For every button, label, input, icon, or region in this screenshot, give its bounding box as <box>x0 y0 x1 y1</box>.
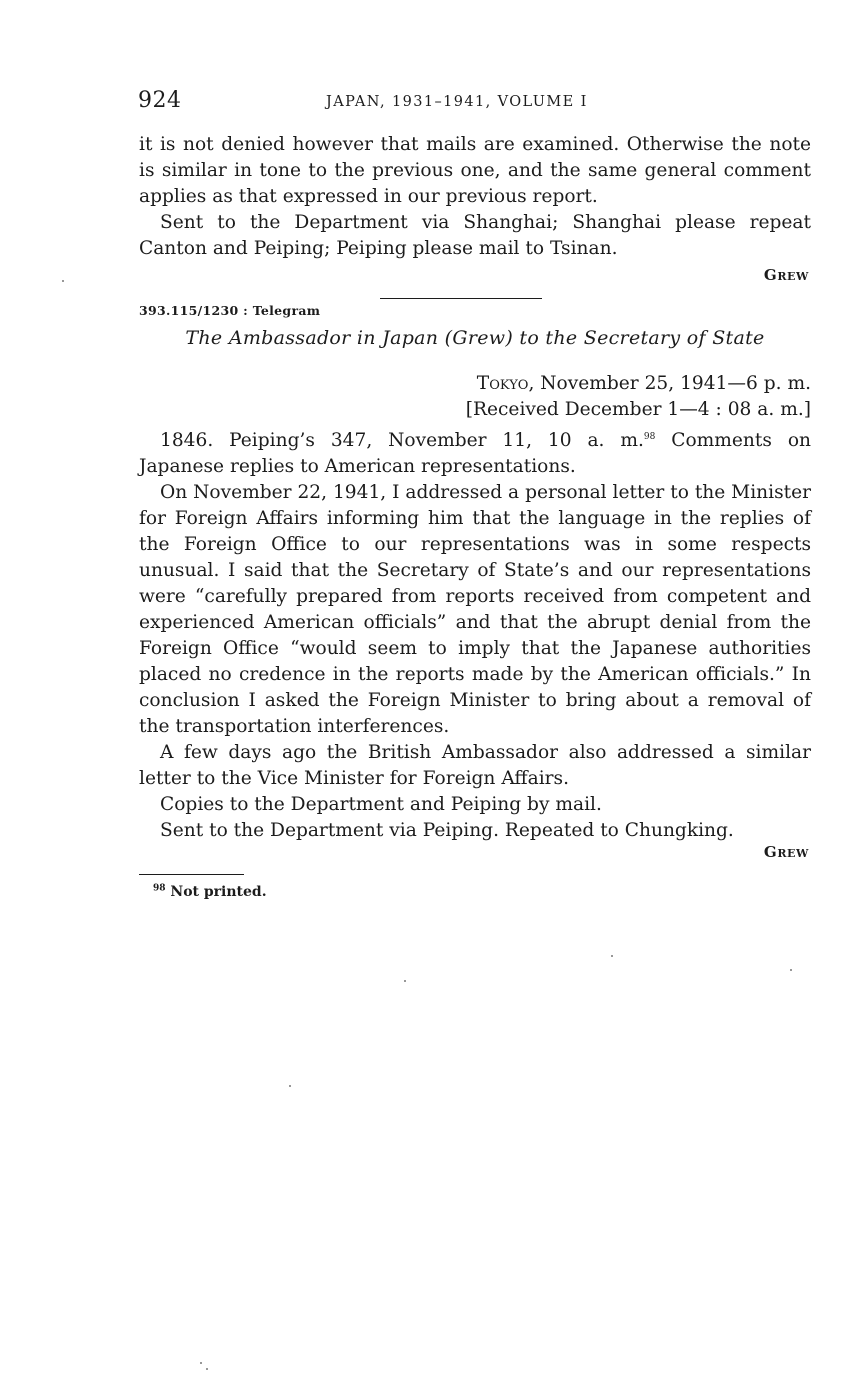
signature-grew-2: Grew <box>763 843 809 861</box>
page-number: 924 <box>138 88 182 113</box>
telegram-lead: 1846. Peiping’s 347, November 11, 10 a. m. <box>160 430 644 451</box>
telegram-lead-rest: Comments on Japanese replies to American representations. <box>139 430 811 477</box>
running-head: JAPAN, 1931–1941, VOLUME I <box>326 94 588 110</box>
scan-speck <box>200 1362 202 1364</box>
dateline-place: Tokyo, <box>476 373 535 394</box>
continuation-text <box>139 132 811 262</box>
footnote-text: Not printed. <box>165 884 267 900</box>
scan-speck <box>404 980 406 982</box>
dateline-received: [Received December 1—4 : 08 a. m.] <box>465 399 811 420</box>
scan-speck <box>206 1368 208 1370</box>
document-title: The Ambassador in Japan (Grew) to the Secretary of State <box>185 327 765 349</box>
section-divider <box>380 298 542 299</box>
scan-speck <box>289 1085 291 1087</box>
continuation-paragraph: it is not denied however that mails are examined. Otherwise the note is similar in tone to the previous one, and the same general comment applies as that expressed in our previous report. <box>139 134 811 207</box>
telegram-paragraph-1 <box>139 428 811 480</box>
telegram-paragraph-2: On November 22, 1941, I addressed a personal letter to the Minister for Foreign Affairs informing him that the language in the replies of the Foreign Office to our representations was in some respects unusual. I said that the Secretary of State’s and our representations were “carefully prepared from reports received from competent and experienced American officials” and that the abrupt denial from the Foreign Office “would seem to imply that the Japanese authorities placed no credence in the reports made by the American officials.” In conclusion I asked the Foreign Minister to bring about a removal of the transportation interferences. <box>139 482 811 737</box>
telegram-paragraph-3: A few days ago the British Ambassador also addressed a similar letter to the Vice Minister for Foreign Affairs. <box>139 742 811 789</box>
telegram-paragraph-4: Copies to the Department and Peiping by mail. <box>160 794 602 815</box>
file-reference: 393.115/1230 : Telegram <box>139 303 321 318</box>
telegram-body <box>139 428 811 844</box>
dateline-sent <box>466 371 811 397</box>
telegram-paragraph-5: Sent to the Department via Peiping. Repeated to Chungking. <box>160 820 734 841</box>
dateline <box>466 371 811 423</box>
signature-grew-1: Grew <box>763 266 809 284</box>
scan-speck <box>790 969 792 971</box>
dateline-date: November 25, 1941—6 p. m. <box>534 373 811 394</box>
routing-paragraph: Sent to the Department via Shanghai; Shanghai please repeat Canton and Peiping; Peiping please mail to Tsinan. <box>139 212 811 259</box>
footnote-divider <box>139 874 244 875</box>
footnote-number: 98 <box>153 883 166 894</box>
scan-speck <box>611 955 613 957</box>
scan-speck <box>62 280 64 282</box>
footnote <box>153 884 267 900</box>
footnote-ref: 98 <box>643 431 656 442</box>
